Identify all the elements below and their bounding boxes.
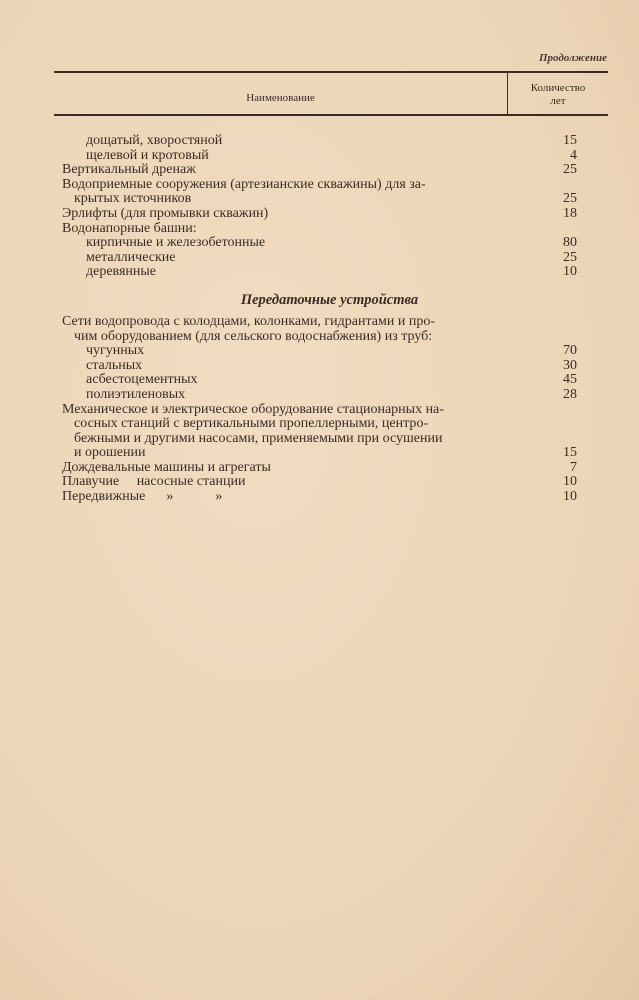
row-text: Механическое и электрическое оборудование стационарных на- [62, 401, 444, 417]
row-years-value: 10 [563, 489, 577, 505]
table-row [62, 178, 577, 207]
continuation-label: Продолжение [538, 52, 607, 64]
row-text: Водонапорные башни: [62, 220, 197, 236]
rows-group-b [62, 315, 577, 505]
section-title: Передаточные устройства [240, 291, 419, 308]
row-text: Водоприемные сооружения (артезианские скважины) для за- [62, 176, 426, 192]
table-row [62, 134, 577, 149]
table-row [62, 207, 577, 222]
row-text: Передвижные » » [62, 489, 223, 505]
table-row [62, 461, 577, 476]
row-years-value: 80 [563, 235, 577, 251]
row-text: стальных [86, 357, 143, 373]
table-row [62, 373, 577, 388]
row-text: Сети водопровода с колодцами, колонками, гидрантами и про- [62, 313, 435, 329]
table-row [62, 222, 577, 237]
row-text: дощатый, хворостяной [86, 133, 223, 148]
row-text: полиэтиленовых [86, 386, 186, 402]
row-text: металлические [86, 249, 176, 265]
table-row [62, 149, 577, 164]
row-text: Плавучие насосные станции [62, 474, 246, 490]
table-row [62, 490, 577, 505]
table-row [62, 265, 577, 280]
row-text: асбестоцементных [86, 372, 198, 388]
row-text: крытых источников [74, 191, 192, 207]
row-years-value: 25 [563, 191, 577, 207]
row-text: Дождевальные машины и агрегаты [62, 459, 271, 475]
table-row [62, 403, 577, 461]
row-text: бежными и другими насосами, применяемыми при осушении [74, 430, 443, 446]
row-years-value: 30 [563, 357, 577, 373]
row-text: Вертикальный дренаж [62, 162, 196, 178]
table-row [62, 315, 577, 344]
table-body [62, 134, 577, 505]
header-years-line2: лет [550, 95, 566, 107]
table-row [62, 251, 577, 266]
header-years [508, 82, 608, 108]
row-text: чим оборудованием (для сельского водоснабжения) из труб: [74, 328, 433, 344]
row-text: щелевой и кротовый [86, 147, 209, 163]
header-name: Наименование [246, 92, 315, 104]
row-text: кирпичные и железобетонные [86, 235, 266, 251]
row-years-value: 25 [563, 162, 577, 178]
row-text: сосных станций с вертикальными пропеллерными, центро- [74, 416, 429, 432]
row-text: и орошении [74, 445, 146, 461]
row-years-value: 10 [563, 264, 577, 280]
table-row [62, 359, 577, 374]
row-years-value: 10 [563, 474, 577, 490]
table-row [62, 163, 577, 178]
table-header-rule [54, 114, 608, 116]
row-text: Эрлифты (для промывки скважин) [62, 205, 269, 221]
row-years-value: 28 [563, 386, 577, 402]
row-years-value: 45 [563, 372, 577, 388]
row-years-value: 15 [563, 133, 577, 148]
row-text: деревянные [86, 264, 157, 280]
row-years-value: 25 [563, 249, 577, 265]
row-years-value: 70 [563, 343, 577, 359]
row-years-value: 15 [563, 445, 577, 461]
row-text: чугунных [86, 343, 145, 359]
row-years-value: 7 [570, 459, 577, 475]
table-row [62, 236, 577, 251]
rows-group-a [62, 134, 577, 280]
table-row [62, 475, 577, 490]
table-row [62, 344, 577, 359]
header-years-line1: Количество [530, 82, 586, 94]
row-years-value: 4 [570, 147, 577, 163]
row-years-value: 18 [563, 205, 577, 221]
table-top-rule [54, 71, 608, 73]
table-row [62, 388, 577, 403]
